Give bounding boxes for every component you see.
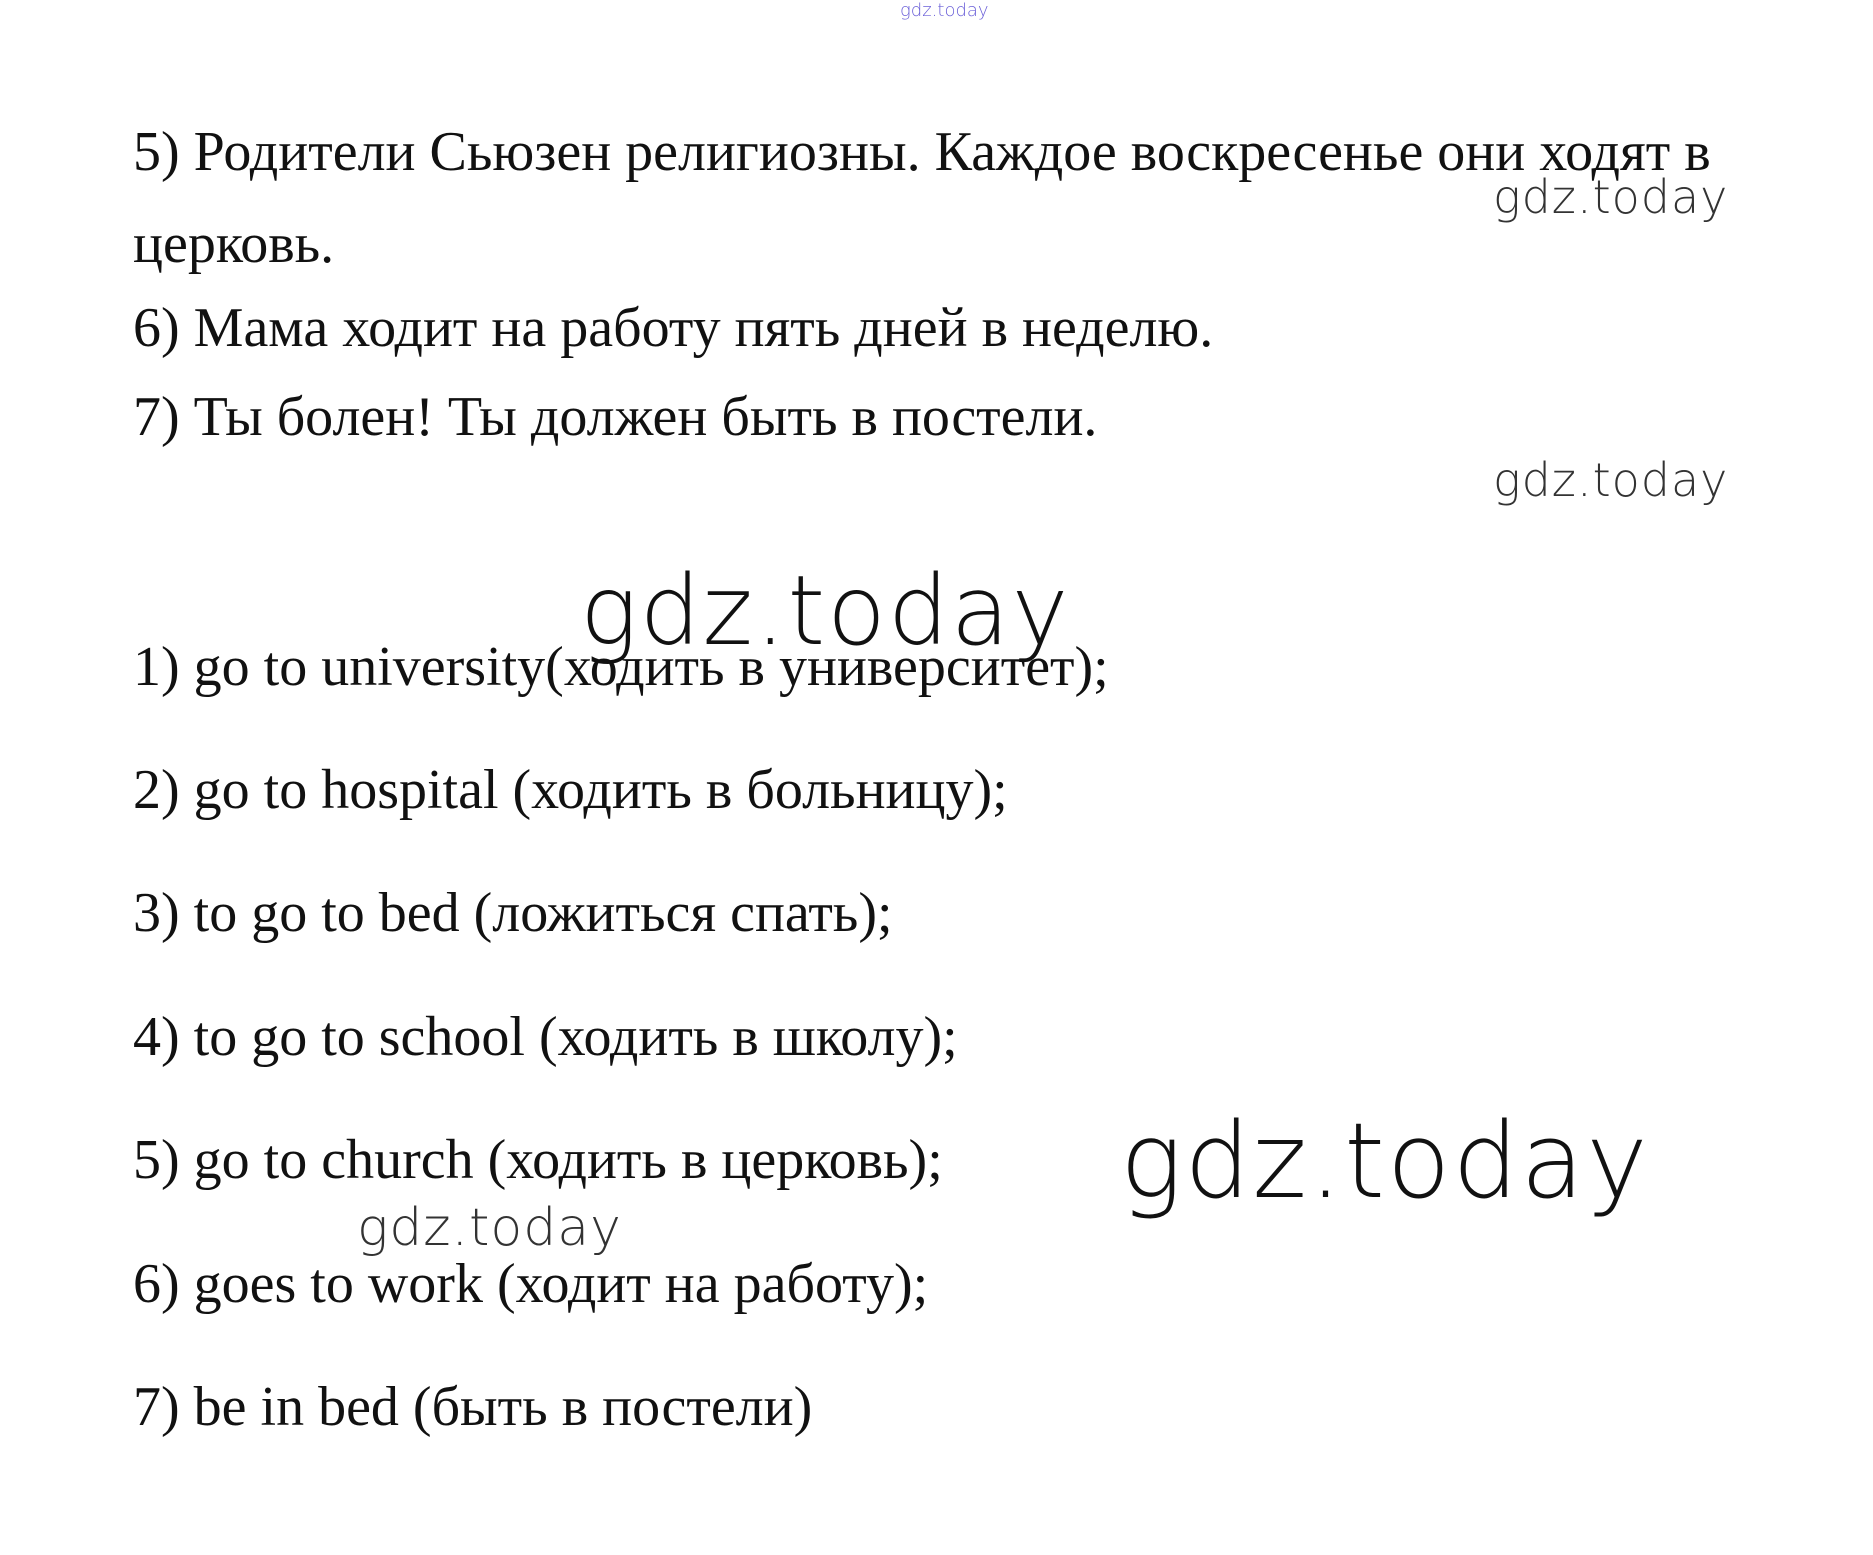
sentence-6: 6) Мама ходит на работу пять дней в неделю. bbox=[133, 297, 1214, 359]
watermark-top: gdz.today bbox=[900, 0, 989, 21]
sentence-5-line-2: церковь. bbox=[133, 213, 335, 275]
sentence-5-line-1: 5) Родители Сьюзен религиозны. Каждое воскресенье они ходят в bbox=[133, 121, 1711, 183]
watermark-right-1: gdz.today bbox=[1493, 170, 1729, 224]
watermark-large-right: gdz.today bbox=[1120, 1100, 1650, 1222]
answer-2: 2) go to hospital (ходить в больницу); bbox=[133, 759, 1008, 821]
answer-6: 6) goes to work (ходит на работу); bbox=[133, 1253, 929, 1315]
answer-3: 3) to go to bed (ложиться спать); bbox=[133, 882, 893, 944]
watermark-center: gdz.today bbox=[580, 555, 1071, 667]
watermark-lower-left: gdz.today bbox=[357, 1198, 622, 1258]
sentence-7: 7) Ты болен! Ты должен быть в постели. bbox=[133, 386, 1098, 448]
answer-1: 1) go to university(ходить в университет); bbox=[133, 636, 1109, 698]
answer-4: 4) to go to school (ходить в школу); bbox=[133, 1006, 958, 1068]
answer-7: 7) be in bed (быть в постели) bbox=[133, 1376, 813, 1438]
watermark-right-2: gdz.today bbox=[1493, 453, 1729, 507]
answer-5: 5) go to church (ходить в церковь); bbox=[133, 1129, 943, 1191]
